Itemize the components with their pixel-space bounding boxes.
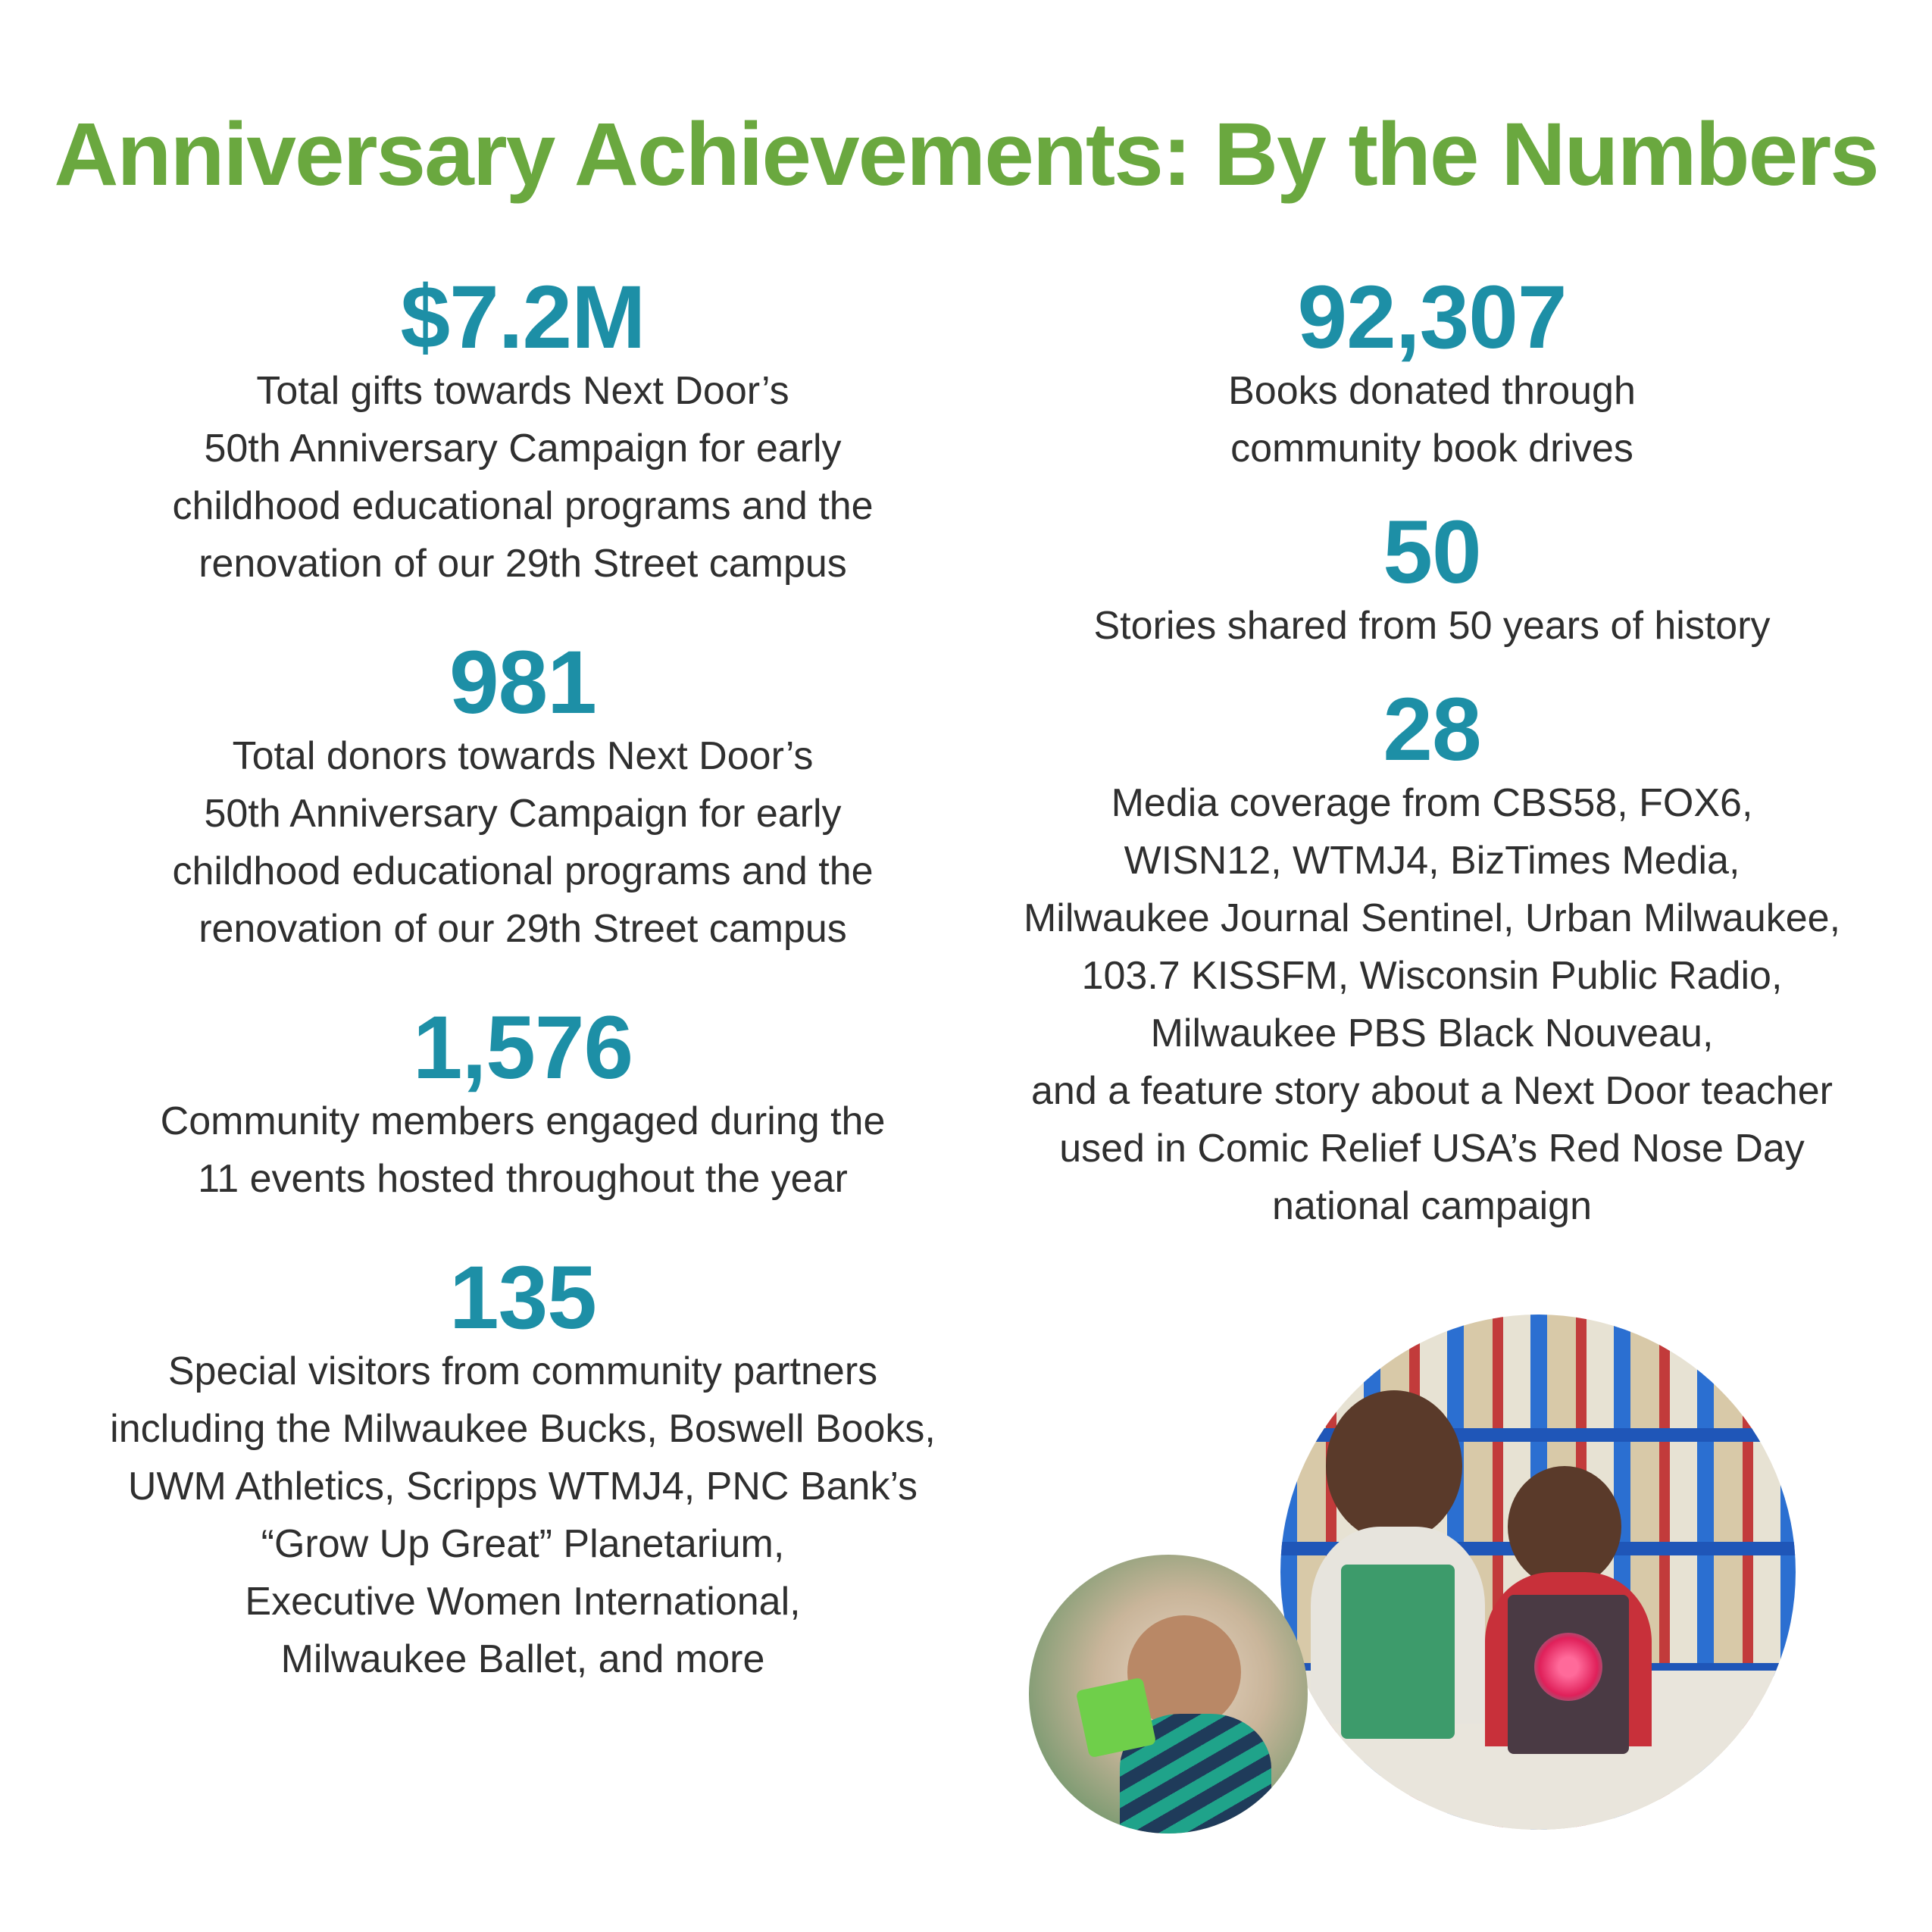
stat-description [985, 597, 1879, 655]
stat-description [61, 727, 985, 958]
child-right [1508, 1466, 1621, 1587]
stat-number: $7.2M [400, 267, 646, 367]
stat-line: 50th Anniversary Campaign for early [204, 427, 842, 470]
stat-line: Stories shared from 50 years of history [1093, 604, 1771, 648]
stat-line: Milwaukee PBS Black Nouveau, [1150, 1011, 1714, 1055]
page-title: Anniversary Achievements: By the Numbers [54, 105, 1878, 205]
book-im-a-bunny [1341, 1565, 1455, 1739]
stat-number: 92,307 [1297, 267, 1567, 367]
stat-line: Community members engaged during the [160, 1099, 886, 1143]
stat-line: used in Comic Relief USA’s Red Nose Day [1059, 1127, 1805, 1171]
stat-total-donors [61, 633, 985, 958]
stat-description [985, 362, 1879, 477]
stat-line: Executive Women International, [245, 1580, 801, 1624]
stat-description [61, 362, 985, 592]
stat-number: 50 [1383, 502, 1481, 602]
stat-line: including the Milwaukee Bucks, Boswell Books, [110, 1407, 936, 1451]
left-column [61, 267, 985, 1688]
stat-line: WISN12, WTMJ4, BizTimes Media, [1124, 839, 1740, 883]
stat-line: renovation of our 29th Street campus [199, 907, 847, 951]
stat-total-gifts [61, 267, 985, 592]
stat-description [985, 774, 1879, 1235]
stat-line: community book drives [1230, 427, 1633, 470]
stat-line: Total donors towards Next Door’s [232, 734, 814, 778]
stat-stories-shared [985, 502, 1879, 655]
right-column [985, 267, 1879, 1235]
stat-number: 1,576 [412, 998, 633, 1098]
stat-line: 50th Anniversary Campaign for early [204, 792, 842, 836]
stat-special-visitors [61, 1248, 985, 1688]
stat-number: 981 [449, 633, 596, 733]
stat-line: childhood educational programs and the [172, 849, 874, 893]
stat-line: 103.7 KISSFM, Wisconsin Public Radio, [1081, 954, 1783, 998]
stat-line: Special visitors from community partners [167, 1349, 878, 1393]
stat-line: Milwaukee Ballet, and more [280, 1637, 765, 1681]
stat-line: childhood educational programs and the [172, 484, 874, 528]
stat-description [61, 1343, 985, 1688]
stat-line: Media coverage from CBS58, FOX6, [1111, 781, 1753, 825]
stat-number: 135 [449, 1248, 596, 1348]
stat-line: UWM Athletics, Scripps WTMJ4, PNC Bank’s [127, 1465, 918, 1508]
stat-line: and a feature story about a Next Door teacher [1031, 1069, 1833, 1113]
stat-line: renovation of our 29th Street campus [199, 542, 847, 586]
stat-line: national campaign [1271, 1184, 1593, 1228]
photo-kids-with-books [1280, 1315, 1796, 1830]
stat-line: Total gifts towards Next Door’s [256, 369, 789, 413]
stat-community-members [61, 998, 985, 1208]
stat-books-donated [985, 267, 1879, 477]
stat-line: Books donated through [1228, 369, 1636, 413]
child-left [1326, 1390, 1462, 1542]
stat-media-coverage [985, 680, 1879, 1235]
stat-number: 28 [1383, 680, 1481, 780]
stat-description [61, 1093, 985, 1208]
stat-line: 11 events hosted throughout the year [198, 1157, 848, 1201]
stat-line: Milwaukee Journal Sentinel, Urban Milwaukee, [1023, 896, 1841, 940]
stat-line: “Grow Up Great” Planetarium, [261, 1522, 785, 1566]
photo-baby [1029, 1555, 1308, 1834]
book-colors-disc [1534, 1633, 1602, 1701]
toy-block [1076, 1677, 1157, 1758]
